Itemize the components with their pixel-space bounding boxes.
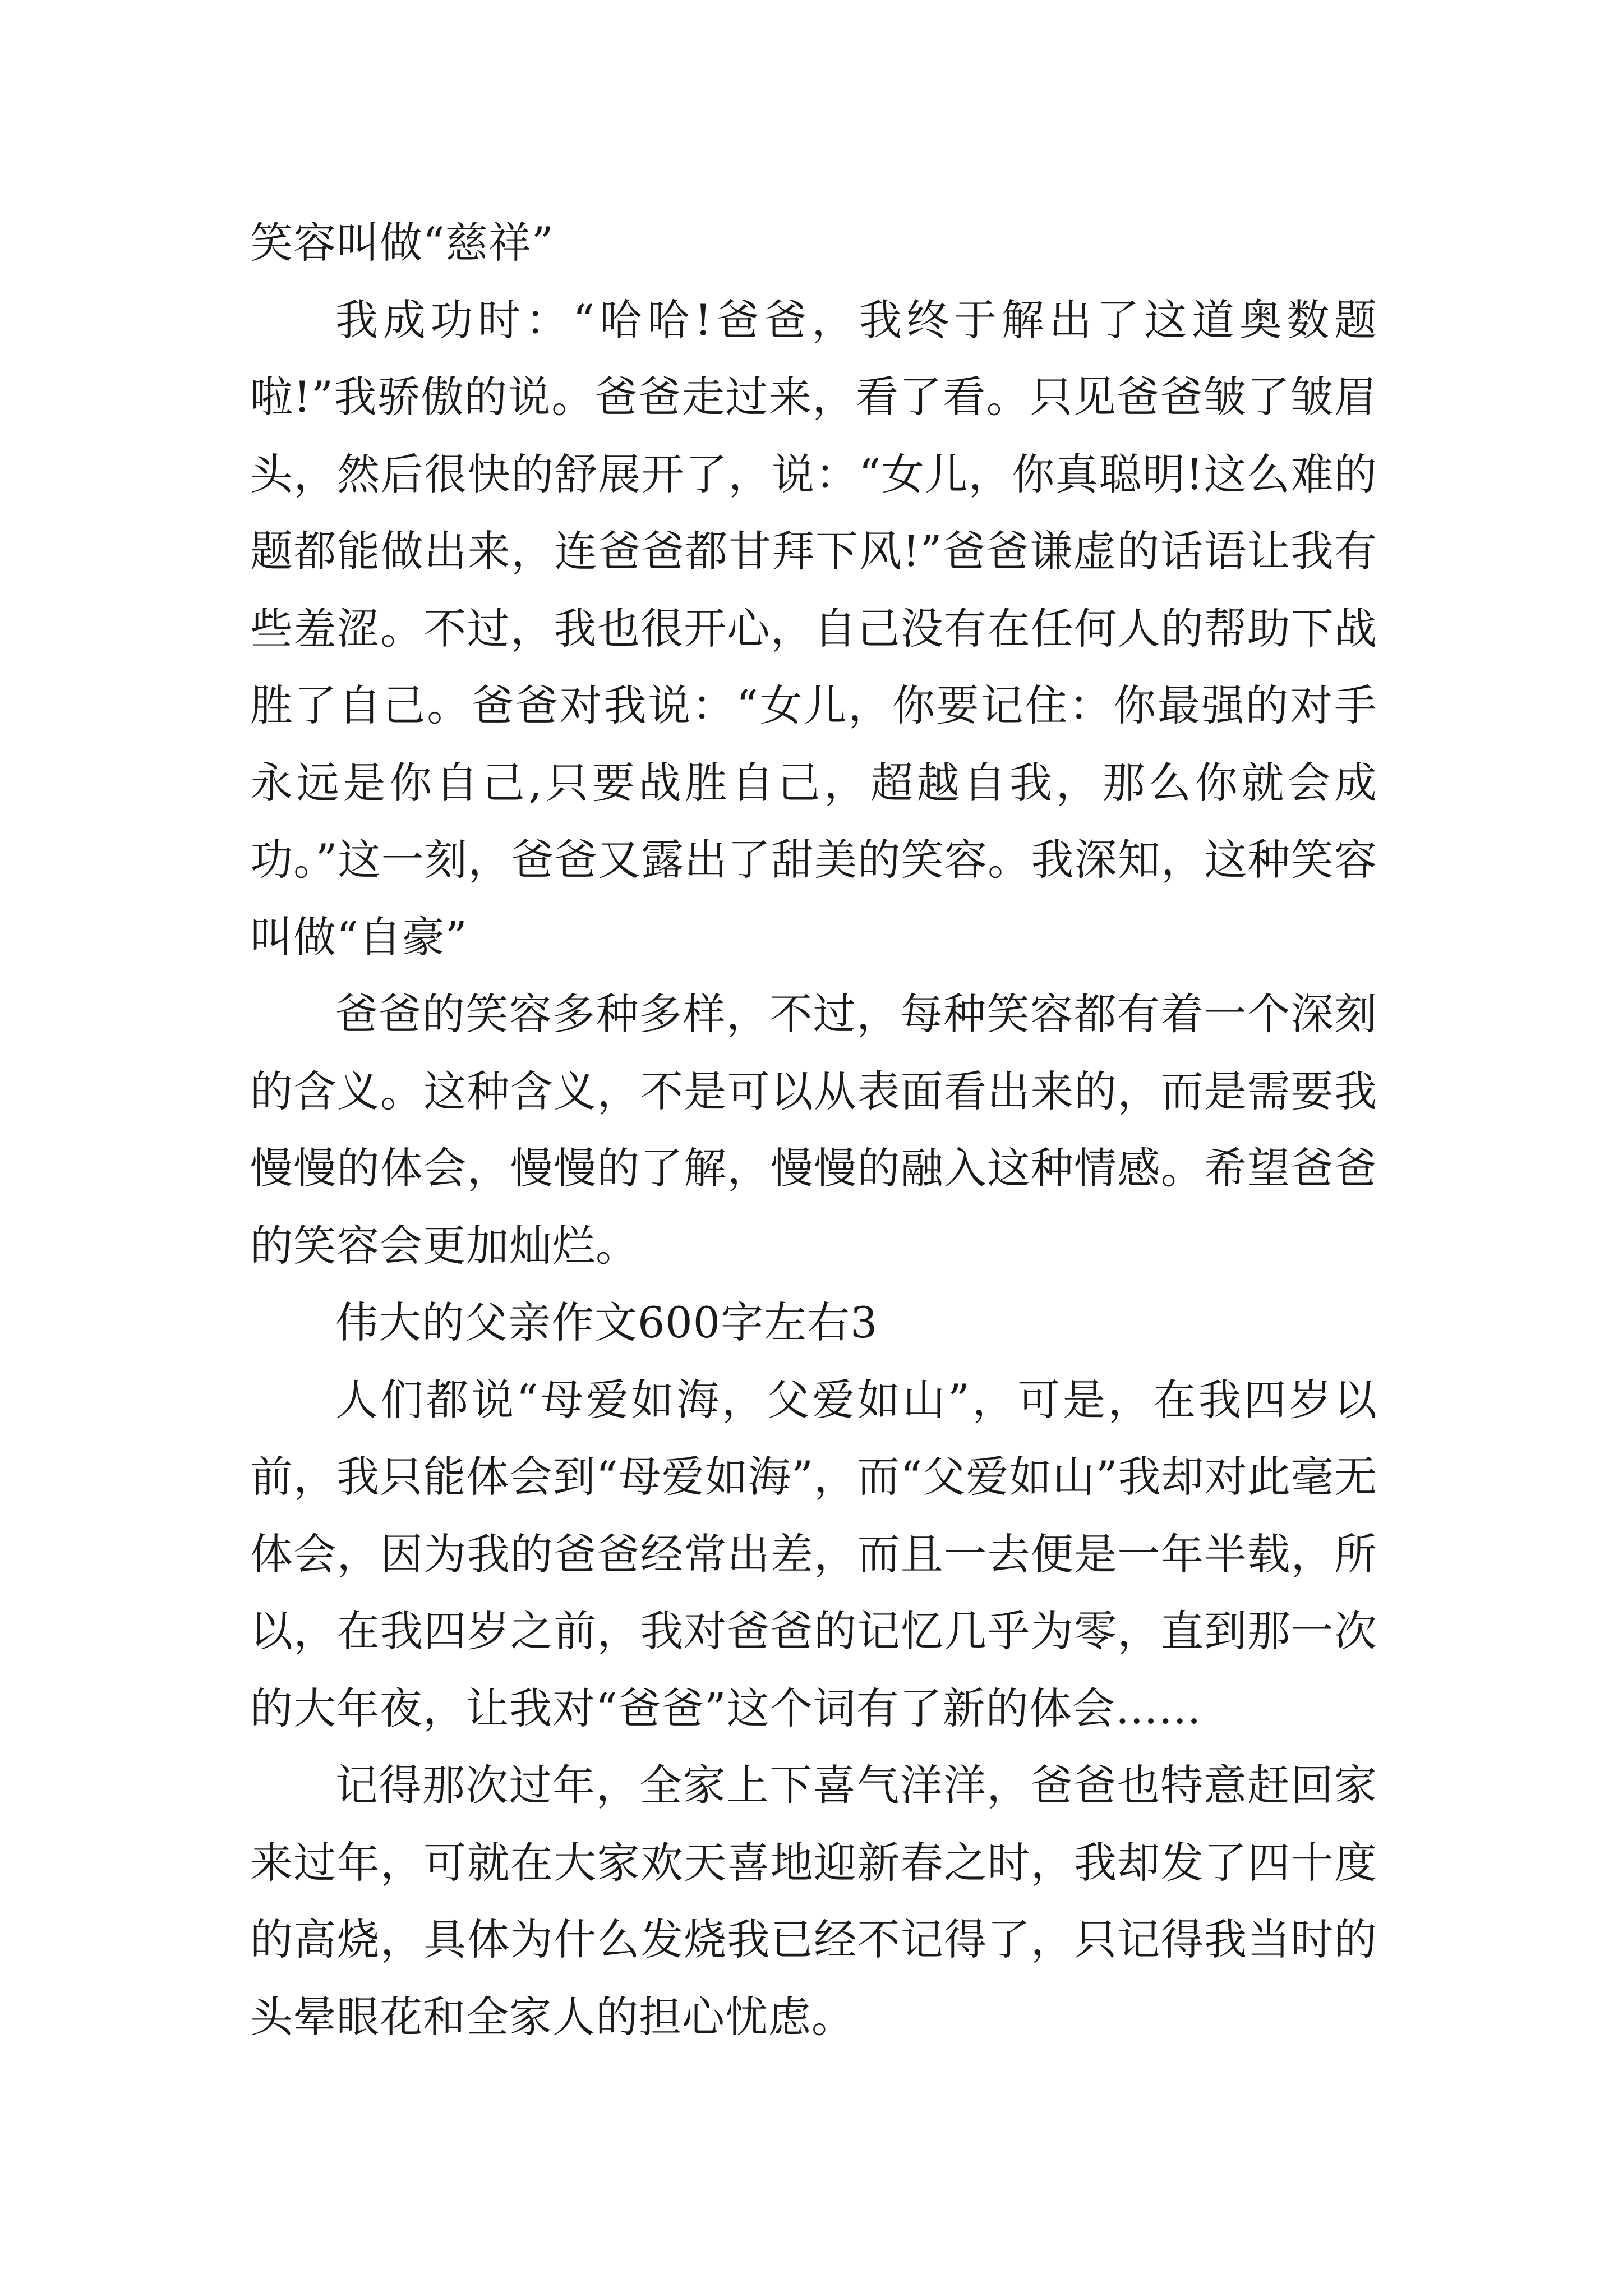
paragraph-father-love: 人们都说“母爱如海，父爱如山”，可是，在我四岁以前，我只能体会到“母爱如海”，而“父爱如山”我却对此毫无体会，因为我的爸爸经常出差，而且一去便是一年半载，所以，在我四岁之前，我对爸爸的记忆几乎为零，直到那一次的大年夜，让我对“爸爸”这个词有了新的体会…… — [250, 1374, 1377, 1733]
article-body — [250, 204, 1377, 2055]
paragraph-smile-meaning: 爸爸的笑容多种多样，不过，每种笑容都有着一个深刻的含义。这种含义，不是可以从表面看出来的，而是需要我慢慢的体会，慢慢的了解，慢慢的融入这种情感。希望爸爸的笑容会更加灿烂。 — [250, 989, 1377, 1271]
paragraph-continuation: 笑容叫做“慈祥” — [250, 218, 554, 268]
paragraph-new-year-fever: 记得那次过年，全家上下喜气洋洋，爸爸也特意赶回家来过年，可就在大家欢天喜地迎新春之时，我却发了四十度的高烧，具体为什么发烧我已经不记得了，只记得我当时的头晕眼花和全家人的担心忧虑。 — [250, 1760, 1377, 2042]
paragraph-success-story: 我成功时：“哈哈!爸爸，我终于解出了这道奥数题啦!”我骄傲的说。爸爸走过来，看了看。只见爸爸皱了皱眉头，然后很快的舒展开了，说：“女儿，你真聪明!这么难的题都能做出来，连爸爸都甘拜下风!”爸爸谦虚的话语让我有些羞涩。不过，我也很开心，自己没有在任何人的帮助下战胜了自己。爸爸对我说：“女儿，你要记住：你最强的对手永远是你自己,只要战胜自己，超越自我，那么你就会成功。”这一刻，爸爸又露出了甜美的笑容。我深知，这种笑容叫做“自豪” — [250, 295, 1377, 962]
essay-heading: 伟大的父亲作文600字左右3 — [335, 1297, 878, 1347]
